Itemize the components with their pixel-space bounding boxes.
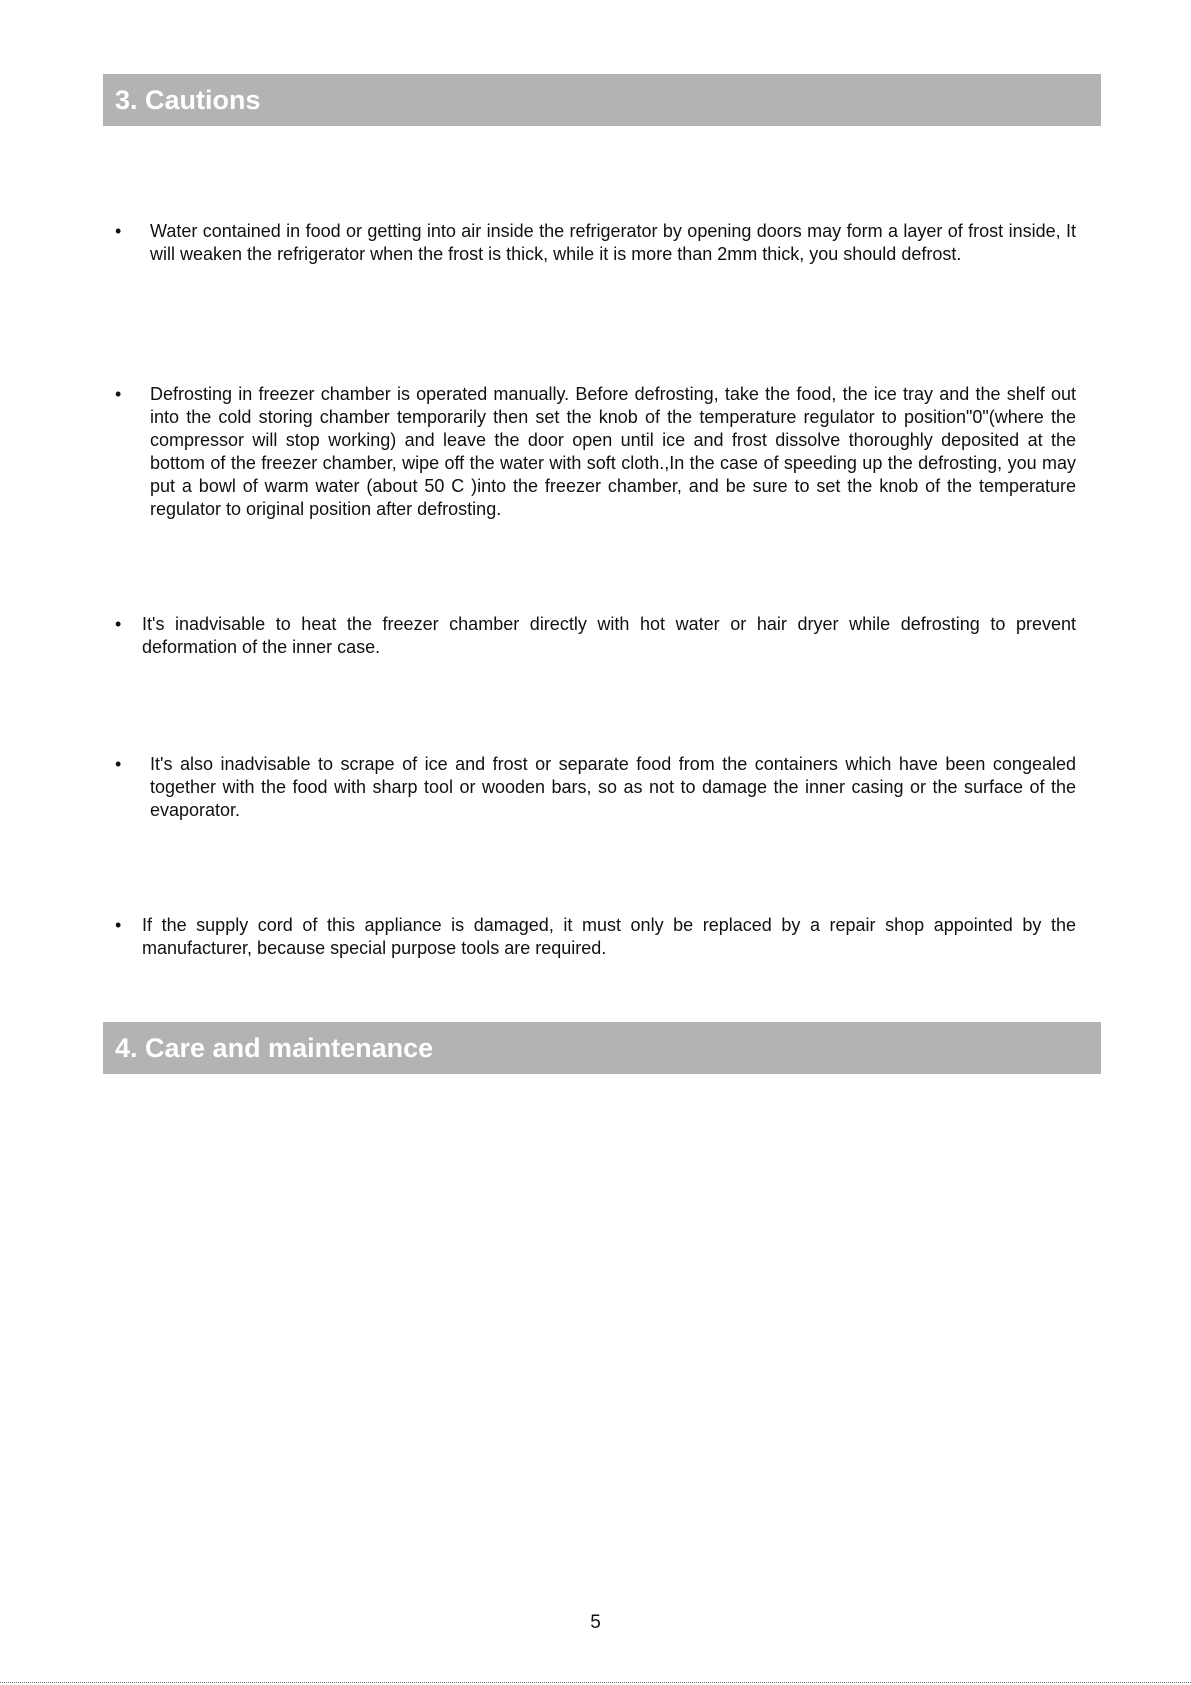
bullet-icon: • [115,915,122,935]
page-number: 5 [590,1612,601,1633]
caution-text: It's also inadvisable to scrape of ice and frost or separate food from the containers which have been congealed together with the food with sharp tool or wooden bars, so as not to damage the inner casing or the surface of the evaporator. [150,754,1076,820]
bullet-icon: • [115,614,122,634]
page-bottom-divider [0,1682,1191,1683]
caution-text: Water contained in food or getting into air inside the refrigerator by opening doors may form a layer of frost inside, It will weaken the refrigerator when the frost is thick, while it is more than 2mm thick, you should defrost. [150,221,1076,264]
caution-text: Defrosting in freezer chamber is operated manually. Before defrosting, take the food, the ice tray and the shelf out into the cold storing chamber temporarily then set the knob of the temperature regulator to position"0"(where the compressor will stop working) and leave the door open until ice and frost dissolve thoroughly deposited at the bottom of the freezer chamber, wipe off the water with soft cloth.,In the case of speeding up the defrosting, you may put a bowl of warm water (about 50 C )into the freezer chamber, and be sure to set the knob of the temperature regulator to original position after defrosting. [150,384,1076,519]
section-header-cautions: 3. Cautions [103,74,1101,126]
caution-text: It's inadvisable to heat the freezer chamber directly with hot water or hair dryer while defrosting to prevent deformation of the inner case. [142,614,1076,657]
caution-text: If the supply cord of this appliance is damaged, it must only be replaced by a repair shop appointed by the manufacturer, because special purpose tools are required. [142,915,1076,958]
bullet-icon: • [115,754,122,774]
bullet-icon: • [115,221,122,241]
section-header-care-and-maintenance: 4. Care and maintenance [103,1022,1101,1074]
bullet-icon: • [115,384,122,404]
